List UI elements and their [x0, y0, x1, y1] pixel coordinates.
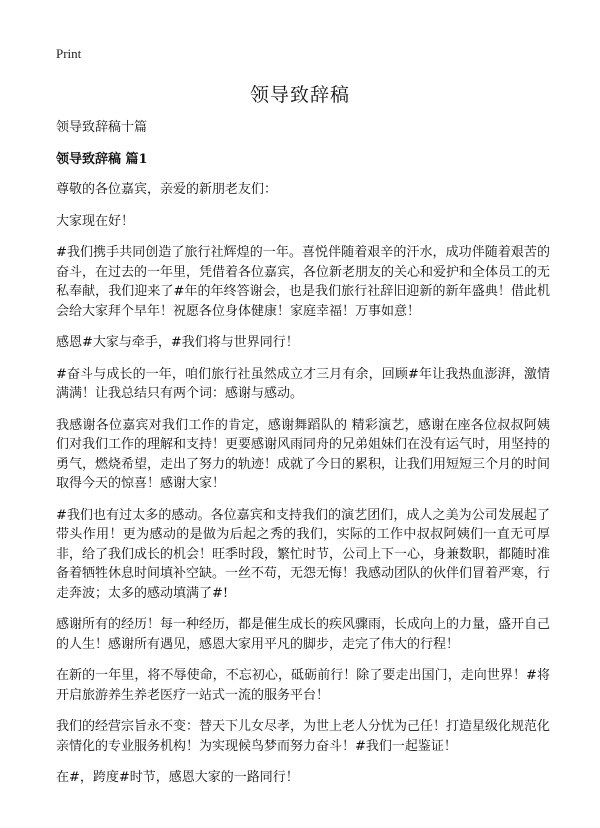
paragraph-closing: 在#，跨度#时节，感恩大家的一路同行！	[56, 770, 299, 785]
paragraph-review: #我们携手共同创造了旅行社辉煌的一年。喜悦伴随着艰辛的汗水，成功伴随着艰苦的奋斗，在过去的一年里，凭借着各位嘉宾，各位新老朋友的关心和爱护和全体员工的无私奉献，我们迎来了#年的年终答谢会，也是我们旅行社辞旧迎新的新年盛典！借此机会给大家拜个早年！祝愿各位身体健康！家庭幸福！万事如意！	[56, 245, 551, 319]
paragraph-gratitude: 我感谢各位嘉宾对我们工作的肯定，感谢舞蹈队的 精彩演艺，感谢在座各位叔叔阿姨们对我们工作的理解和支持！更要感谢风雨同舟的兄弟姐妹们在没有运气时，用坚持的勇气，燃烧希望，走出了努力的轨迹！成就了今日的累积，让我们用短短三个月的时间取得今天的惊喜！感谢大家！	[56, 417, 551, 491]
paragraph-growth: #奋斗与成长的一年，咱们旅行社虽然成立才三月有余，回顾#年让我热血澎湃，激情满满！让我总结只有两个词：感谢与感动。	[56, 366, 550, 401]
paragraph-thanks-slogan: 感恩#大家与牵手，#我们将与世界同行！	[56, 335, 299, 350]
section-heading: 领导致辞稿 篇1	[56, 152, 148, 167]
paragraph-greeting: 大家现在好！	[56, 213, 135, 229]
document-subtitle: 领导致辞稿十篇	[56, 120, 148, 135]
print-link[interactable]: Print	[56, 46, 82, 61]
paragraph-experiences: 感谢所有的经历！每一种经历，都是催生成长的疾风骤雨，长成向上的力量，盛开自己的人生！感谢所有遇见，感恩大家用平凡的脚步，走完了伟大的行程！	[56, 617, 551, 652]
document-body	[56, 118, 550, 800]
paragraph-new-year: 在新的一年里，将不辱使命，不忘初心，砥砺前行！除了要走出国门，走向世界！#将开启旅游养生养老医疗一站式一流的服务平台！	[56, 668, 550, 703]
paragraph-salutation: 尊敬的各位嘉宾，亲爱的新朋老友们：	[56, 182, 278, 197]
paragraph-mission: 我们的经营宗旨永不变：替天下儿女尽孝，为世上老人分忧为己任！打造星级化规范化亲情化的专业服务机构！为实现候鸟梦而努力奋斗！#我们一起鉴证！	[56, 719, 551, 754]
document-title: 领导致辞稿	[249, 84, 350, 106]
paragraph-moved: #我们也有过太多的感动。各位嘉宾和支持我们的演艺团们，成人之美为公司发展起了带头作用！更为感动的是做为后起之秀的我们，实际的工作中叔叔阿姨们一直无可厚非，给了我们成长的机会！旺季时段，繁忙时节，公司上下一心，身兼数职，都随时准备着牺牲休息时间填补空缺。一丝不苟，无怨无悔！我感动团队的伙伴们冒着严寒，行走奔波；太多的感动填满了#!	[56, 507, 551, 601]
